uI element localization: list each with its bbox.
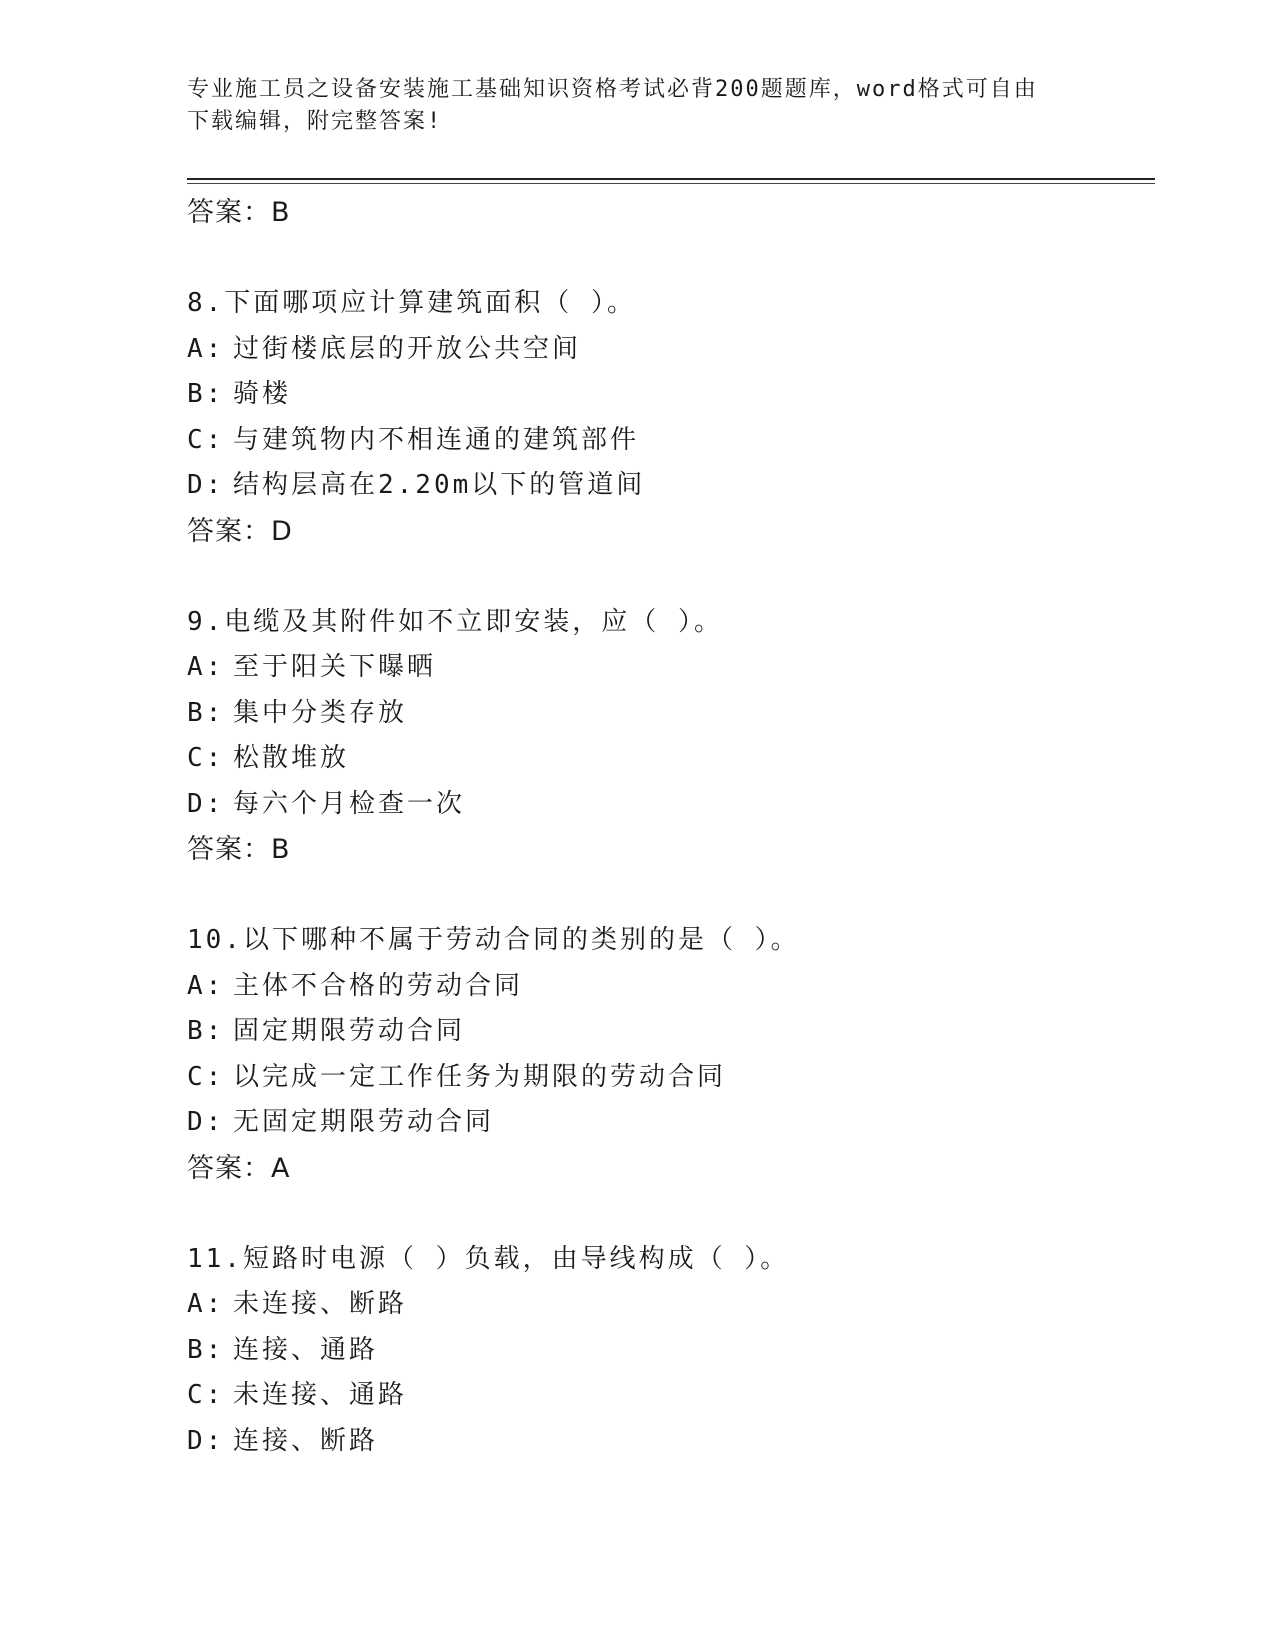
answer-line: 答案：D xyxy=(187,515,293,547)
option-text: 未连接、断路 xyxy=(233,1289,408,1319)
spacer xyxy=(187,554,1147,600)
option-text: 与建筑物内不相连通的建筑部件 xyxy=(233,424,640,455)
option-a xyxy=(187,645,1147,691)
option-b xyxy=(187,372,1147,418)
question-11: 11.短路时电源（ ）负载，由导线构成（ ）。 xyxy=(187,1243,790,1274)
option-letter: B: xyxy=(187,1334,225,1365)
option-d xyxy=(187,1419,1147,1465)
header-line-1: 专业施工员之设备安装施工基础知识资格考试必背200题题库，word格式可自由 xyxy=(187,77,1038,102)
spacer xyxy=(187,235,1147,281)
option-text: 集中分类存放 xyxy=(233,697,408,728)
option-d xyxy=(187,782,1147,828)
option-letter: D: xyxy=(187,1425,225,1456)
option-c xyxy=(187,1373,1147,1419)
question-8: 8.下面哪项应计算建筑面积（ ）。 xyxy=(187,288,636,318)
option-b xyxy=(187,1009,1147,1055)
document-header xyxy=(187,74,1067,138)
question-10: 10.以下哪种不属于劳动合同的类别的是（ ）。 xyxy=(187,925,800,955)
option-letter: C: xyxy=(187,1061,225,1092)
answer-line: 答案：B xyxy=(187,197,291,228)
option-letter: D: xyxy=(187,470,225,500)
option-letter: C: xyxy=(187,1380,225,1410)
option-text: 主体不合格的劳动合同 xyxy=(233,970,524,1001)
option-a xyxy=(187,327,1147,373)
option-b xyxy=(187,1328,1147,1374)
option-letter: A: xyxy=(187,333,225,364)
option-d xyxy=(187,463,1147,509)
option-a xyxy=(187,964,1147,1010)
option-text: 松散堆放 xyxy=(233,743,350,773)
option-d xyxy=(187,1100,1147,1146)
option-text: 结构层高在2.20m以下的管道间 xyxy=(233,470,646,500)
spacer xyxy=(187,1191,1147,1237)
document-body xyxy=(187,190,1147,1464)
option-letter: B: xyxy=(187,697,225,728)
option-letter: B: xyxy=(187,379,225,409)
option-text: 连接、通路 xyxy=(233,1334,379,1365)
option-letter: B: xyxy=(187,1016,225,1046)
option-c xyxy=(187,418,1147,464)
option-text: 至于阳关下曝晒 xyxy=(233,652,437,682)
option-letter: D: xyxy=(187,788,225,819)
option-text: 每六个月检查一次 xyxy=(233,788,466,819)
option-text: 过街楼底层的开放公共空间 xyxy=(233,333,582,364)
option-text: 无固定期限劳动合同 xyxy=(233,1107,495,1137)
option-text: 以完成一定工作任务为期限的劳动合同 xyxy=(233,1061,727,1092)
option-text: 固定期限劳动合同 xyxy=(233,1016,466,1046)
answer-line: 答案：A xyxy=(187,1152,291,1184)
option-letter: C: xyxy=(187,424,225,455)
question-9: 9.电缆及其附件如不立即安装，应（ ）。 xyxy=(187,606,723,637)
option-c xyxy=(187,736,1147,782)
spacer xyxy=(187,872,1147,918)
header-line-2: 下载编辑，附完整答案! xyxy=(187,109,443,134)
option-letter: D: xyxy=(187,1107,225,1137)
answer-line: 答案：B xyxy=(187,834,291,865)
option-c xyxy=(187,1055,1147,1101)
option-letter: A: xyxy=(187,1289,225,1319)
header-rule-thick xyxy=(187,178,1155,180)
option-letter: A: xyxy=(187,652,225,682)
option-text: 未连接、通路 xyxy=(233,1380,408,1410)
option-letter: A: xyxy=(187,970,225,1001)
header-rule-thin xyxy=(187,183,1155,184)
option-a xyxy=(187,1282,1147,1328)
option-text: 骑楼 xyxy=(233,379,292,409)
option-b xyxy=(187,691,1147,737)
option-letter: C: xyxy=(187,743,225,773)
option-text: 连接、断路 xyxy=(233,1425,379,1456)
